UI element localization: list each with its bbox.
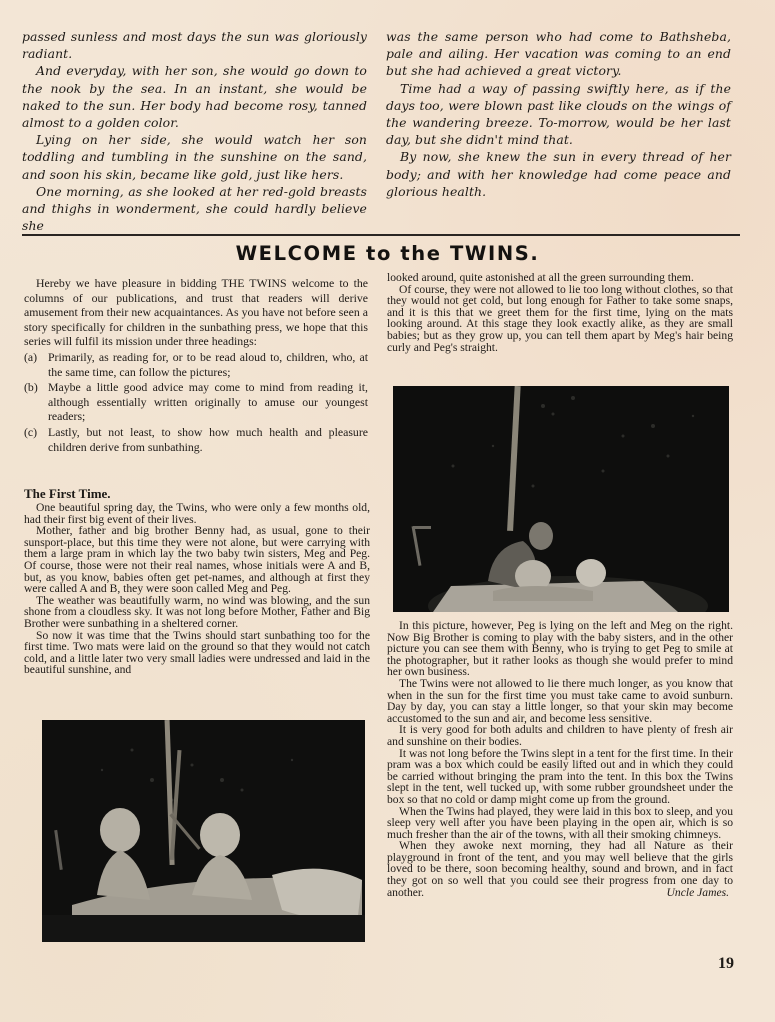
paragraph: Lying on her side, she would watch her son toddling and tumbling in the sunshine on the sand, and soon his skin, became like gold, just like hers. bbox=[22, 132, 367, 182]
paragraph: The weather was beautifully warm, no wind was blowing, and the sun shone from a cloudless sky. It was not long before Mother, Father and Big Brother were sunbathing in a sheltered corner. bbox=[24, 593, 370, 630]
page-number: 19 bbox=[718, 955, 734, 972]
intro-paragraph: Hereby we have pleasure in bidding THE TWINS welcome to the columns of our publications, and trust that readers will derive amusement from their new acquaintances. As you have not before seen a story specifically for children in the sunbathing press, we hope that this series will fulfil its mission under three headings: bbox=[24, 276, 368, 349]
paragraph: passed sunless and most days the sun was gloriously radiant. bbox=[22, 29, 367, 62]
author-signature: Uncle James. bbox=[666, 885, 729, 899]
list-item bbox=[24, 350, 368, 379]
paragraph: One beautiful spring day, the Twins, who were only a few months old, had their first big event of their lives. bbox=[24, 501, 370, 526]
paragraph: Of course, they were not allowed to lie too long without clothes, so that they would not get cold, but long enough for Father to take some snaps, and it is this that we greet them for the first time, lying on the mats looking around. At this stage they look exactly alike, as they are small babies; but as they grow up, you can tell them apart by Meg's hair being curly and Peg's straight. bbox=[387, 282, 733, 354]
top-story-left-column bbox=[22, 28, 367, 234]
paragraph: In this picture, however, Peg is lying on the left and Meg on the right. Now Big Brother is coming to play with the baby sisters, and in the other picture you can see them with Benny, who is trying to get Peg to smile at the photographer, but it rather looks as though she would prefer to mind her own business. bbox=[387, 619, 733, 679]
paragraph: And everyday, with her son, she would go down to the nook by the sea. In an instant, she would be naked to the sun. Her body had become rosy, tanned almost to a golden color. bbox=[22, 63, 367, 131]
article-intro bbox=[24, 276, 368, 455]
photo-twins-on-mat bbox=[42, 720, 365, 942]
paragraph: It was not long before the Twins slept in a tent for the first time. In their pram was a box which could be easily lifted out and in which they could be carried without bringing the pram into the tent. In this box the Twins slept in the tent, well tucked up, with some rubber groundsheet under the box so that no cold or damp might come up from the ground. bbox=[387, 746, 733, 806]
photo-brother-with-twins bbox=[393, 386, 729, 612]
list-text: Primarily, as reading for, or to be read aloud to, children, who, at the same time, can follow the pictures; bbox=[48, 349, 368, 379]
list-item bbox=[24, 425, 368, 454]
article-headline: WELCOME to the TWINS. bbox=[235, 242, 540, 265]
section-divider-rule bbox=[22, 234, 740, 236]
list-text: Lastly, but not least, to show how much health and pleasure children derive from sunbathing. bbox=[48, 424, 368, 454]
story-right-bottom-column bbox=[387, 620, 733, 898]
section-heading: The First Time. bbox=[24, 486, 111, 501]
paragraph: Mother, father and big brother Benny had, as usual, gone to their sunsport-place, but this time they were not alone, but were carrying with them a large pram in which lay the two baby twin sisters, Meg and Peg. Of course, those were not their real names, whose initials were A and B, but, as you know, babies often get pet-names, and although at first they were called A and B, they were soon called Meg and Peg. bbox=[24, 524, 370, 596]
paragraph: So now it was time that the Twins should start sunbathing too for the first time. Two mats were laid on the ground so that they would not catch cold, and a little later two very small ladies were undressed and laid in the beautiful sunshine, and bbox=[24, 628, 370, 677]
list-marker: (a) bbox=[24, 349, 38, 364]
story-left-column bbox=[24, 502, 370, 676]
list-text: Maybe a little good advice may come to mind from reading it, although essentially written originally to amuse our youngest readers; bbox=[48, 380, 368, 424]
top-story-right-column bbox=[386, 28, 731, 200]
paragraph: By now, she knew the sun in every thread of her body; and with her knowledge had come peace and glorious health. bbox=[386, 149, 731, 199]
paragraph bbox=[387, 840, 733, 898]
list-item bbox=[24, 380, 368, 424]
paragraph: One morning, as she looked at her red-gold breasts and thighs in wonderment, she could hardly believe she bbox=[22, 183, 367, 234]
paragraph: When the Twins had played, they were laid in this box to sleep, and you sleep very well after you have been playing in the open air, which is so much fresher than the air of the towns, with all their smoking chimneys. bbox=[387, 804, 733, 841]
paragraph-text: When they awoke next morning, they had all Nature as their playground in front of the tent, and you may well believe that the girls loved to be there, soon becoming healthy, sound and brown, and in fact they got on so well that you could see their progress from one day to another. bbox=[387, 839, 733, 899]
list-marker: (c) bbox=[24, 424, 38, 439]
paragraph: It is very good for both adults and children to have plenty of fresh air and sunshine on their bodies. bbox=[387, 723, 733, 748]
paragraph: was the same person who had come to Bathsheba, pale and ailing. Her vacation was coming to an end but she had achieved a great victory. bbox=[386, 29, 731, 79]
paragraph: The Twins were not allowed to lie there much longer, as you know that when in the sun for the first time you must take came to avoid sunburn. Day by day, you can stay a little longer, so that your skin may become accustomed to the sun and air, and become less sensitive. bbox=[387, 676, 733, 725]
paragraph: Time had a way of passing swiftly here, as if the days too, were blown past like clouds on the wings of the wandering breeze. To-morrow, would be her last day, but she didn't mind that. bbox=[386, 80, 731, 148]
list-marker: (b) bbox=[24, 380, 38, 395]
story-right-top-column bbox=[387, 272, 733, 353]
paragraph: looked around, quite astonished at all the green surrounding them. bbox=[387, 271, 694, 284]
